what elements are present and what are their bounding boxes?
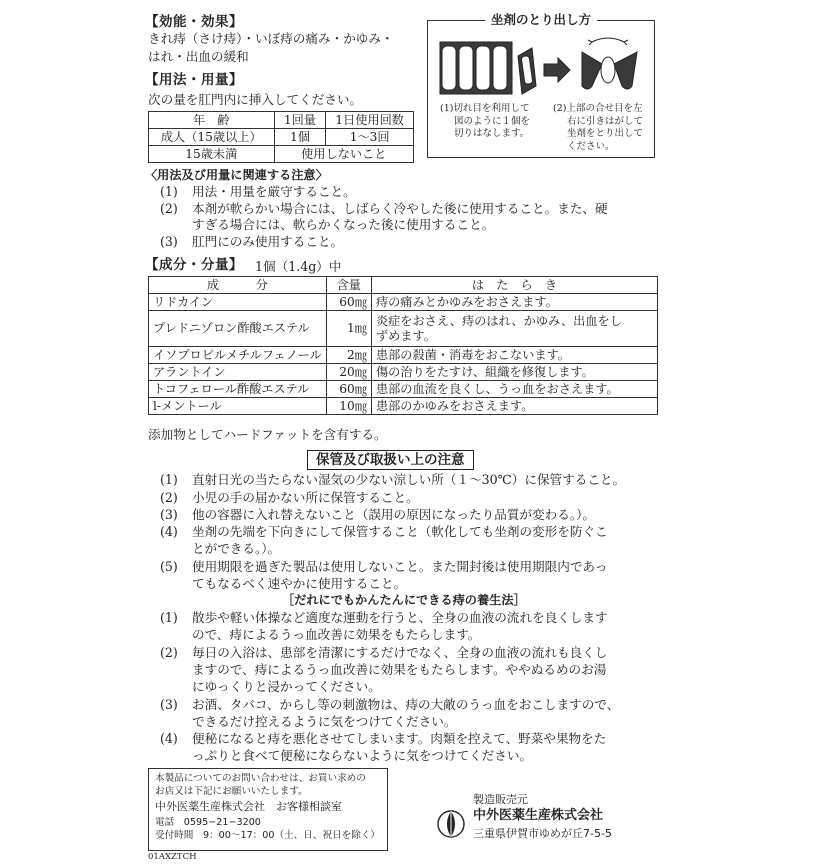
ingredients-table <box>148 276 658 415</box>
storage-num: (4) <box>160 524 178 539</box>
related-cautions-header: 〈用法及び用量に関連する注意〉 <box>145 168 328 182</box>
dosage-header: 【用法・用量】 <box>145 72 243 88</box>
table-row <box>149 112 414 129</box>
diagram-step-2 <box>553 103 643 153</box>
ingredient-name: アラントイン <box>149 364 327 381</box>
ingredient-name: トコフェロール酢酸エステル <box>149 381 327 398</box>
caution-text: 用法・用量を厳守すること。 <box>192 184 356 199</box>
efficacy-line-1: きれ痔（さけ痔）・いぼ痔の痛み・かゆみ・ <box>148 31 394 46</box>
manufacturer-address: 三重県伊賀市ゆめが丘7-5-5 <box>473 827 612 840</box>
diagram-step-2-line: (2)上部の合せ目を左 <box>553 103 643 114</box>
storage-text: 坐剤の先端を下向きにして保管すること（軟化しても坐剤の変形を防ぐこ <box>192 524 608 539</box>
storage-title: 保管及び取扱い上の注意 <box>307 450 474 470</box>
dosage-th-times: 1日使用回数 <box>326 112 414 129</box>
dosage-th-age: 年 齢 <box>149 112 275 129</box>
storage-text: 他の容器に入れ替えないこと（誤用の原因になったり品質が変わる。）。 <box>192 507 595 522</box>
tip-text: ますので、痔によるうっ血改善に効果をもたらします。ややぬるめのお湯 <box>192 662 607 677</box>
caution-num: (3) <box>160 234 178 249</box>
storage-num: (2) <box>160 490 178 505</box>
tips-header: ［だれにでもかんたんにできる痔の養生法］ <box>282 593 526 607</box>
hours-label: 受付時間 <box>155 830 194 841</box>
ingredient-effect <box>371 311 657 347</box>
caution-num: (1) <box>160 184 178 199</box>
diagram-step-2-line: ください。 <box>567 140 615 152</box>
tip-text: できるだけ控えるように気をつけてください。 <box>192 714 457 729</box>
ingredient-effect: 患部の殺菌・消毒をおこないます。 <box>371 347 657 364</box>
diagram-step-1-line: 切りはなします。 <box>454 128 530 139</box>
caution-num: (2) <box>160 201 178 216</box>
ingredient-amount: 2㎎ <box>326 347 371 364</box>
ingredient-effect: 患部の血流を良くし、うっ血をおさえます。 <box>371 381 657 398</box>
ingredient-amount: 60㎎ <box>326 381 371 398</box>
manufacturer-name: 中外医薬生産株式会社 <box>473 808 604 823</box>
ingredients-th-effect: は た ら き <box>371 277 657 294</box>
tip-text: お酒、タバコ、からし等の刺激物は、痔の大敵のうっ血をおこしますので、 <box>192 697 620 712</box>
phone-label: 電話 <box>155 817 175 828</box>
table-row <box>149 381 658 398</box>
ingredients-th-amount: 含量 <box>326 277 371 294</box>
tip-text: にゆっくりと浸かってください。 <box>192 679 381 694</box>
contact-box <box>148 768 388 851</box>
efficacy-header: 【効能・効果】 <box>145 14 243 30</box>
tip-text: 便秘になると痔を悪化させてしまいます。肉類を控えて、野菜や果物をた <box>192 731 607 746</box>
dosage-cell: 15歳未満 <box>149 146 275 163</box>
ingredients-header: 【成分・分量】 <box>145 257 243 273</box>
dosage-intro: 次の量を肛門内に挿入してください。 <box>148 92 363 107</box>
tip-text: ので、痔によるうっ血改善に効果をもたらします。 <box>192 627 481 642</box>
phone-number: 0595−21−3200 <box>183 817 261 828</box>
diagram-step-1-line: (1)切れ目を利用して <box>440 103 530 114</box>
ingredient-amount: 1㎎ <box>326 311 371 347</box>
efficacy-line-2: はれ・出血の緩和 <box>148 49 249 64</box>
contact-company: 中外医薬生産株式会社 お客様相談室 <box>155 800 342 813</box>
ingredient-amount: 60㎎ <box>326 294 371 311</box>
table-row <box>149 398 658 415</box>
ingredient-name: プレドニゾロン酢酸エステル <box>149 311 327 347</box>
table-row <box>149 146 414 163</box>
ingredient-amount: 20㎎ <box>326 364 371 381</box>
storage-text: 使用期限を過ぎた製品は使用しないこと。また開封後は使用期限内であっ <box>192 559 608 574</box>
contact-line: お店又は下記にお願いいたします。 <box>155 786 308 797</box>
dosage-cell: 使用しないこと <box>274 146 413 163</box>
suppository-illustration-icon <box>432 34 652 98</box>
dosage-cell: 1個 <box>274 129 326 146</box>
caution-text: 肛門にのみ使用すること。 <box>192 234 344 249</box>
ingredient-name: リドカイン <box>149 294 327 311</box>
ingredients-additive: 添加物としてハードファットを含有する。 <box>148 427 387 442</box>
company-logo-icon <box>436 808 466 840</box>
product-code: 01AXZTCH <box>148 852 197 862</box>
storage-num: (5) <box>160 559 178 574</box>
ingredients-th-name: 成 分 <box>149 277 327 294</box>
contact-hours-row <box>155 829 381 842</box>
ingredients-per: 1個（1.4g）中 <box>255 259 342 274</box>
contact-line: 本製品についてのお問い合わせは、お買い求めの <box>155 773 366 784</box>
table-row <box>149 311 658 347</box>
storage-text: てもなるべく速やかに使用すること。 <box>192 576 407 591</box>
contact-phone-row <box>155 816 381 829</box>
ingredient-effect: 傷の治りをたすけ、組織を修復します。 <box>371 364 657 381</box>
diagram-step-1-line: 図のように１個を <box>454 115 531 127</box>
dosage-cell: 1〜3回 <box>326 129 414 146</box>
ingredient-name: l-メントール <box>149 398 327 415</box>
table-row <box>149 347 658 364</box>
dosage-table <box>148 111 414 163</box>
ingredient-name: イソプロピルメチルフェノール <box>149 347 327 364</box>
caution-text: 本剤が軟らかい場合には、しばらく冷やした後に使用すること。また、硬 <box>192 201 608 216</box>
diagram-title: 坐剤のとり出し方 <box>485 12 597 28</box>
storage-text: 小児の手の届かない所に保管すること。 <box>192 490 419 505</box>
ingredient-effect-line: 炎症をおさえ、痔のはれ、かゆみ、出血をし <box>375 313 622 328</box>
table-row <box>149 129 414 146</box>
storage-num: (1) <box>160 472 178 487</box>
tip-num: (3) <box>160 697 178 712</box>
tip-text: っぷりと食べて便秘にならないように気をつけてください。 <box>192 748 533 763</box>
diagram-step-1 <box>440 103 530 141</box>
ingredient-amount: 10㎎ <box>326 398 371 415</box>
ingredient-effect-line: ずめます。 <box>375 328 436 343</box>
table-row <box>149 277 658 294</box>
dosage-cell: 成人（15歳以上） <box>149 129 275 146</box>
tip-text: 毎日の入浴は、患部を清潔にするだけでなく、全身の血液の流れも良くし <box>192 645 608 660</box>
hours-value: 9：00〜17：00（土、日、祝日を除く） <box>202 830 381 841</box>
dosage-th-amount: 1回量 <box>274 112 326 129</box>
manufacturer-label: 製造販売元 <box>473 793 528 806</box>
table-row <box>149 364 658 381</box>
storage-num: (3) <box>160 507 178 522</box>
tip-num: (1) <box>160 610 178 625</box>
caution-text: すぎる場合には、軟らかくなった後に使用すること。 <box>192 217 495 232</box>
tip-num: (4) <box>160 731 178 746</box>
ingredient-effect: 痔の痛みとかゆみをおさえます。 <box>371 294 657 311</box>
table-row <box>149 294 658 311</box>
tip-num: (2) <box>160 645 178 660</box>
diagram-step-2-line: 坐剤をとり出して <box>567 128 644 139</box>
storage-text: 直射日光の当たらない湿気の少ない涼しい所（１〜30℃）に保管すること。 <box>192 472 626 487</box>
diagram-step-2-line: 右に引きはがして <box>567 115 644 127</box>
storage-text: とができる。）。 <box>192 541 281 556</box>
ingredient-effect: 患部のかゆみをおさえます。 <box>371 398 657 415</box>
tip-text: 散歩や軽い体操など適度な運動を行うと、全身の血液の流れを良くします <box>192 610 608 625</box>
